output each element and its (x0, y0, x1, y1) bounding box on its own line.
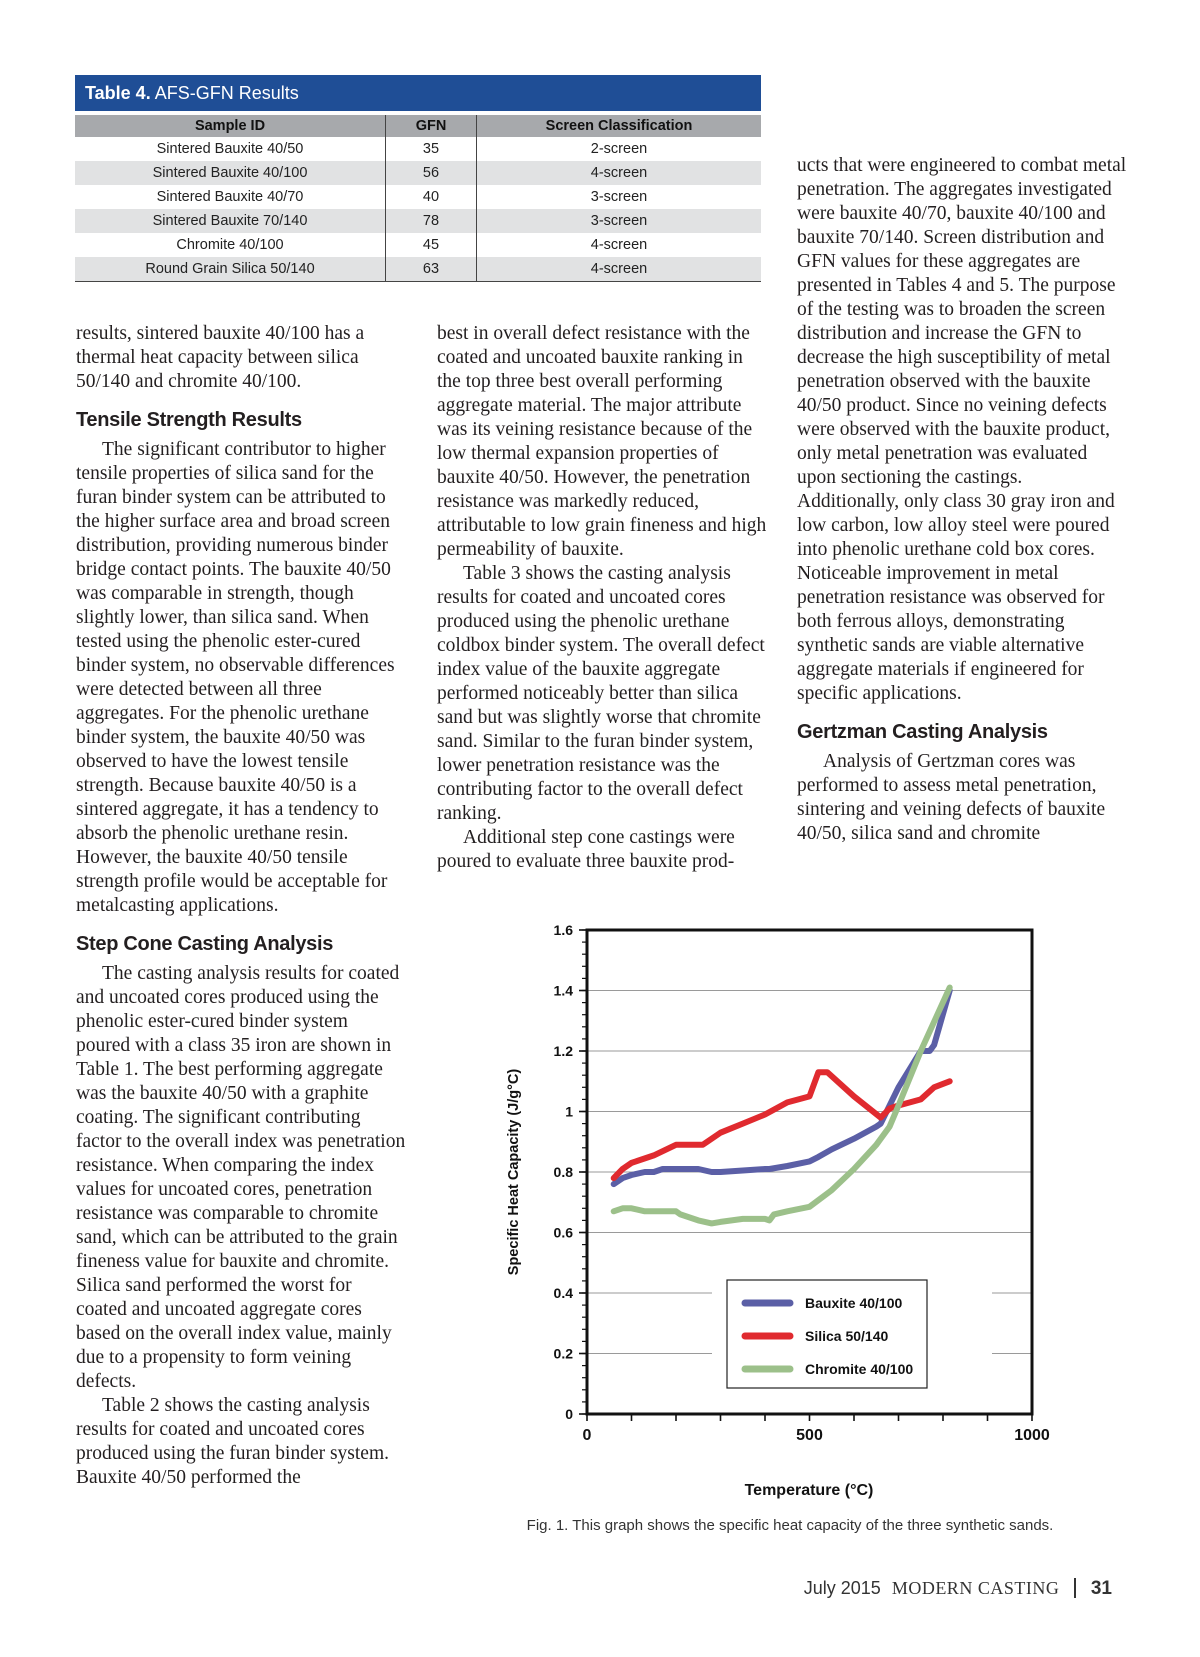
magazine-name: MODERN CASTING (891, 1578, 1060, 1598)
y-tick-label: 0 (565, 1406, 573, 1422)
table-row (75, 209, 761, 233)
y-tick-label: 1 (565, 1103, 573, 1120)
paragraph: Additional step cone castings were poured to evaluate three bauxite prod- (437, 827, 735, 872)
screen-classification-cell: 4-screen (477, 257, 762, 282)
y-tick-label: 0.4 (553, 1285, 573, 1301)
sample-id-cell: Round Grain Silica 50/140 (75, 257, 386, 282)
y-tick-label: 1.4 (553, 982, 573, 999)
footer-divider (1074, 1578, 1076, 1598)
paragraph: The casting analysis results for coated and uncoated cores produced using the phenolic ester-cured binder system poured with a class 35 iron are shown in Table 1. The best performing aggregate was the bauxite 40/50 with a graphite coating. The significant contributing factor to the overall index was penetration resistance. When comparing the index values for uncoated cores, penetration resistance was comparable to chromite sand, which can be attributed to the grain fineness value for bauxite and chromite. Silica sand performed the worst for coated and uncoated aggregate cores based on the overall index value, mainly due to a propensity to form veining defects. (76, 963, 406, 1392)
paragraph: ucts that were engineered to combat metal penetration. The aggregates investigated were bauxite 40/70, bauxite 40/100 and bauxite 70/140. Screen distribution and GFN values for these aggregates are presented in Tables 4 and 5. The purpose of the testing was to broaden the screen distribution and increase the GFN to decrease the high susceptibility of metal penetration observed with the bauxite 40/50 product. Since no veining defects were observed with the bauxite product, only metal penetration was evaluated upon sectioning the castings. Additionally, only class 30 gray iron and low carbon, low alloy steel were poured into phenolic urethane cold box cores. Noticeable improvement in metal penetration resistance was observed for both ferrous alloys, demonstrating synthetic sands are viable alternative aggregate materials if engineered for specific applications. (797, 155, 1127, 704)
header-screen-classification: Screen Classification (477, 115, 762, 137)
legend-label: Silica 50/140 (805, 1328, 889, 1344)
data-series (614, 988, 950, 1224)
y-axis-ticks (554, 922, 587, 1422)
text-column-1 (76, 322, 406, 1490)
table-row (75, 161, 761, 185)
y-tick-label: 1.2 (553, 1043, 573, 1059)
screen-classification-cell: 4-screen (477, 233, 762, 257)
paragraph: results, sintered bauxite 40/100 has a thermal heat capacity between silica 50/140 and chromite 40/100. (76, 323, 365, 392)
section-heading-step-cone: Step Cone Casting Analysis (76, 933, 334, 955)
section-heading-tensile-strength: Tensile Strength Results (76, 409, 302, 431)
y-axis-title: Specific Heat Capacity (J/g°C) (506, 1068, 522, 1276)
paragraph: best in overall defect resistance with the coated and uncoated bauxite ranking in the top three best overall performing aggregate material. The major attribute was its veining resistance because of the low thermal expansion properties of bauxite 40/50. However, the penetration resistance was markedly reduced, attributable to low grain fineness and high permeability of bauxite. (437, 323, 767, 560)
screen-classification-cell: 2-screen (477, 137, 762, 161)
table-4 (75, 75, 761, 282)
series-line (614, 991, 950, 1185)
gfn-cell: 40 (386, 185, 477, 209)
gfn-cell: 56 (386, 161, 477, 185)
gfn-cell: 78 (386, 209, 477, 233)
screen-classification-cell: 3-screen (477, 209, 762, 233)
table-row (75, 185, 761, 209)
x-tick-label: 0 (582, 1427, 592, 1444)
y-tick-label: 0.8 (553, 1164, 573, 1180)
screen-classification-cell: 4-screen (477, 161, 762, 185)
text-column-3 (797, 154, 1127, 846)
specific-heat-chart (480, 900, 1100, 1540)
sample-id-cell: Sintered Bauxite 40/50 (156, 141, 304, 157)
table-row (75, 137, 761, 161)
header-sample-id: Sample ID (75, 115, 386, 137)
gfn-cell: 63 (386, 257, 477, 282)
header-gfn: GFN (386, 115, 477, 137)
y-tick-label: 0.2 (553, 1345, 573, 1362)
table-caption: AFS-GFN Results (150, 83, 299, 103)
sample-id-cell: Sintered Bauxite 70/140 (75, 209, 386, 233)
gfn-cell: 35 (386, 137, 477, 161)
table-row (75, 257, 761, 282)
gfn-results-table (75, 115, 761, 282)
table-number: Table 4. (85, 83, 151, 103)
x-tick-label: 1000 (1014, 1427, 1050, 1444)
figure-caption: Fig. 1. This graph shows the specific heat capacity of the three synthetic sands. (526, 1517, 1054, 1534)
y-tick-label: 0.6 (553, 1224, 573, 1241)
x-axis-ticks (583, 1414, 1050, 1444)
page-footer (0, 1578, 1112, 1600)
x-tick-label: 500 (796, 1427, 823, 1444)
legend-label: Bauxite 40/100 (805, 1295, 903, 1311)
section-heading-gertzman: Gertzman Casting Analysis (797, 721, 1048, 743)
text-column-2 (437, 322, 767, 874)
paragraph: The significant contributor to higher tensile properties of silica sand for the furan binder system can be attributed to the higher surface area and broad screen distribution, providing numerous binder bridge contact points. The bauxite 40/50 was comparable in strength, though slightly lower, than silica sand. When tested using the phenolic ester-cured binder system, no observable differences were detected between all three aggregates. For the phenolic urethane binder system, the bauxite 40/50 was observed to have the lowest tensile strength. Because bauxite 40/50 is a sintered aggregate, it has a tendency to absorb the phenolic urethane resin. However, the bauxite 40/50 tensile strength profile would be acceptable for metalcasting applications. (76, 439, 395, 916)
chart-legend (727, 1280, 927, 1388)
table-title (75, 75, 761, 111)
page-number: 31 (1090, 1578, 1112, 1599)
sample-id-cell: Sintered Bauxite 40/70 (156, 189, 304, 205)
paragraph: Analysis of Gertzman cores was performed to assess metal penetration, sintering and veining defects of bauxite 40/50, silica sand and chromite (797, 751, 1106, 844)
paragraph: Table 2 shows the casting analysis results for coated and uncoated cores produced using the furan binder system. Bauxite 40/50 performed the (76, 1395, 390, 1488)
sample-id-cell: Sintered Bauxite 40/100 (75, 161, 386, 185)
paragraph: Table 3 shows the casting analysis results for coated and uncoated cores produced using the phenolic urethane coldbox binder system. The overall defect index value of the bauxite aggregate performed noticeably better than silica sand but was slightly worse that chromite sand. Similar to the furan binder system, lower penetration resistance was the contributing factor to the overall defect ranking. (437, 563, 765, 824)
screen-classification-cell: 3-screen (477, 185, 762, 209)
issue-date: July 2015 (803, 1578, 881, 1598)
legend-label: Chromite 40/100 (805, 1361, 914, 1377)
y-tick-label: 1.6 (553, 922, 573, 938)
x-axis-title: Temperature (°C) (744, 1482, 874, 1499)
gfn-cell: 45 (386, 233, 477, 257)
sample-id-cell: Chromite 40/100 (176, 237, 284, 253)
table-row (75, 233, 761, 257)
